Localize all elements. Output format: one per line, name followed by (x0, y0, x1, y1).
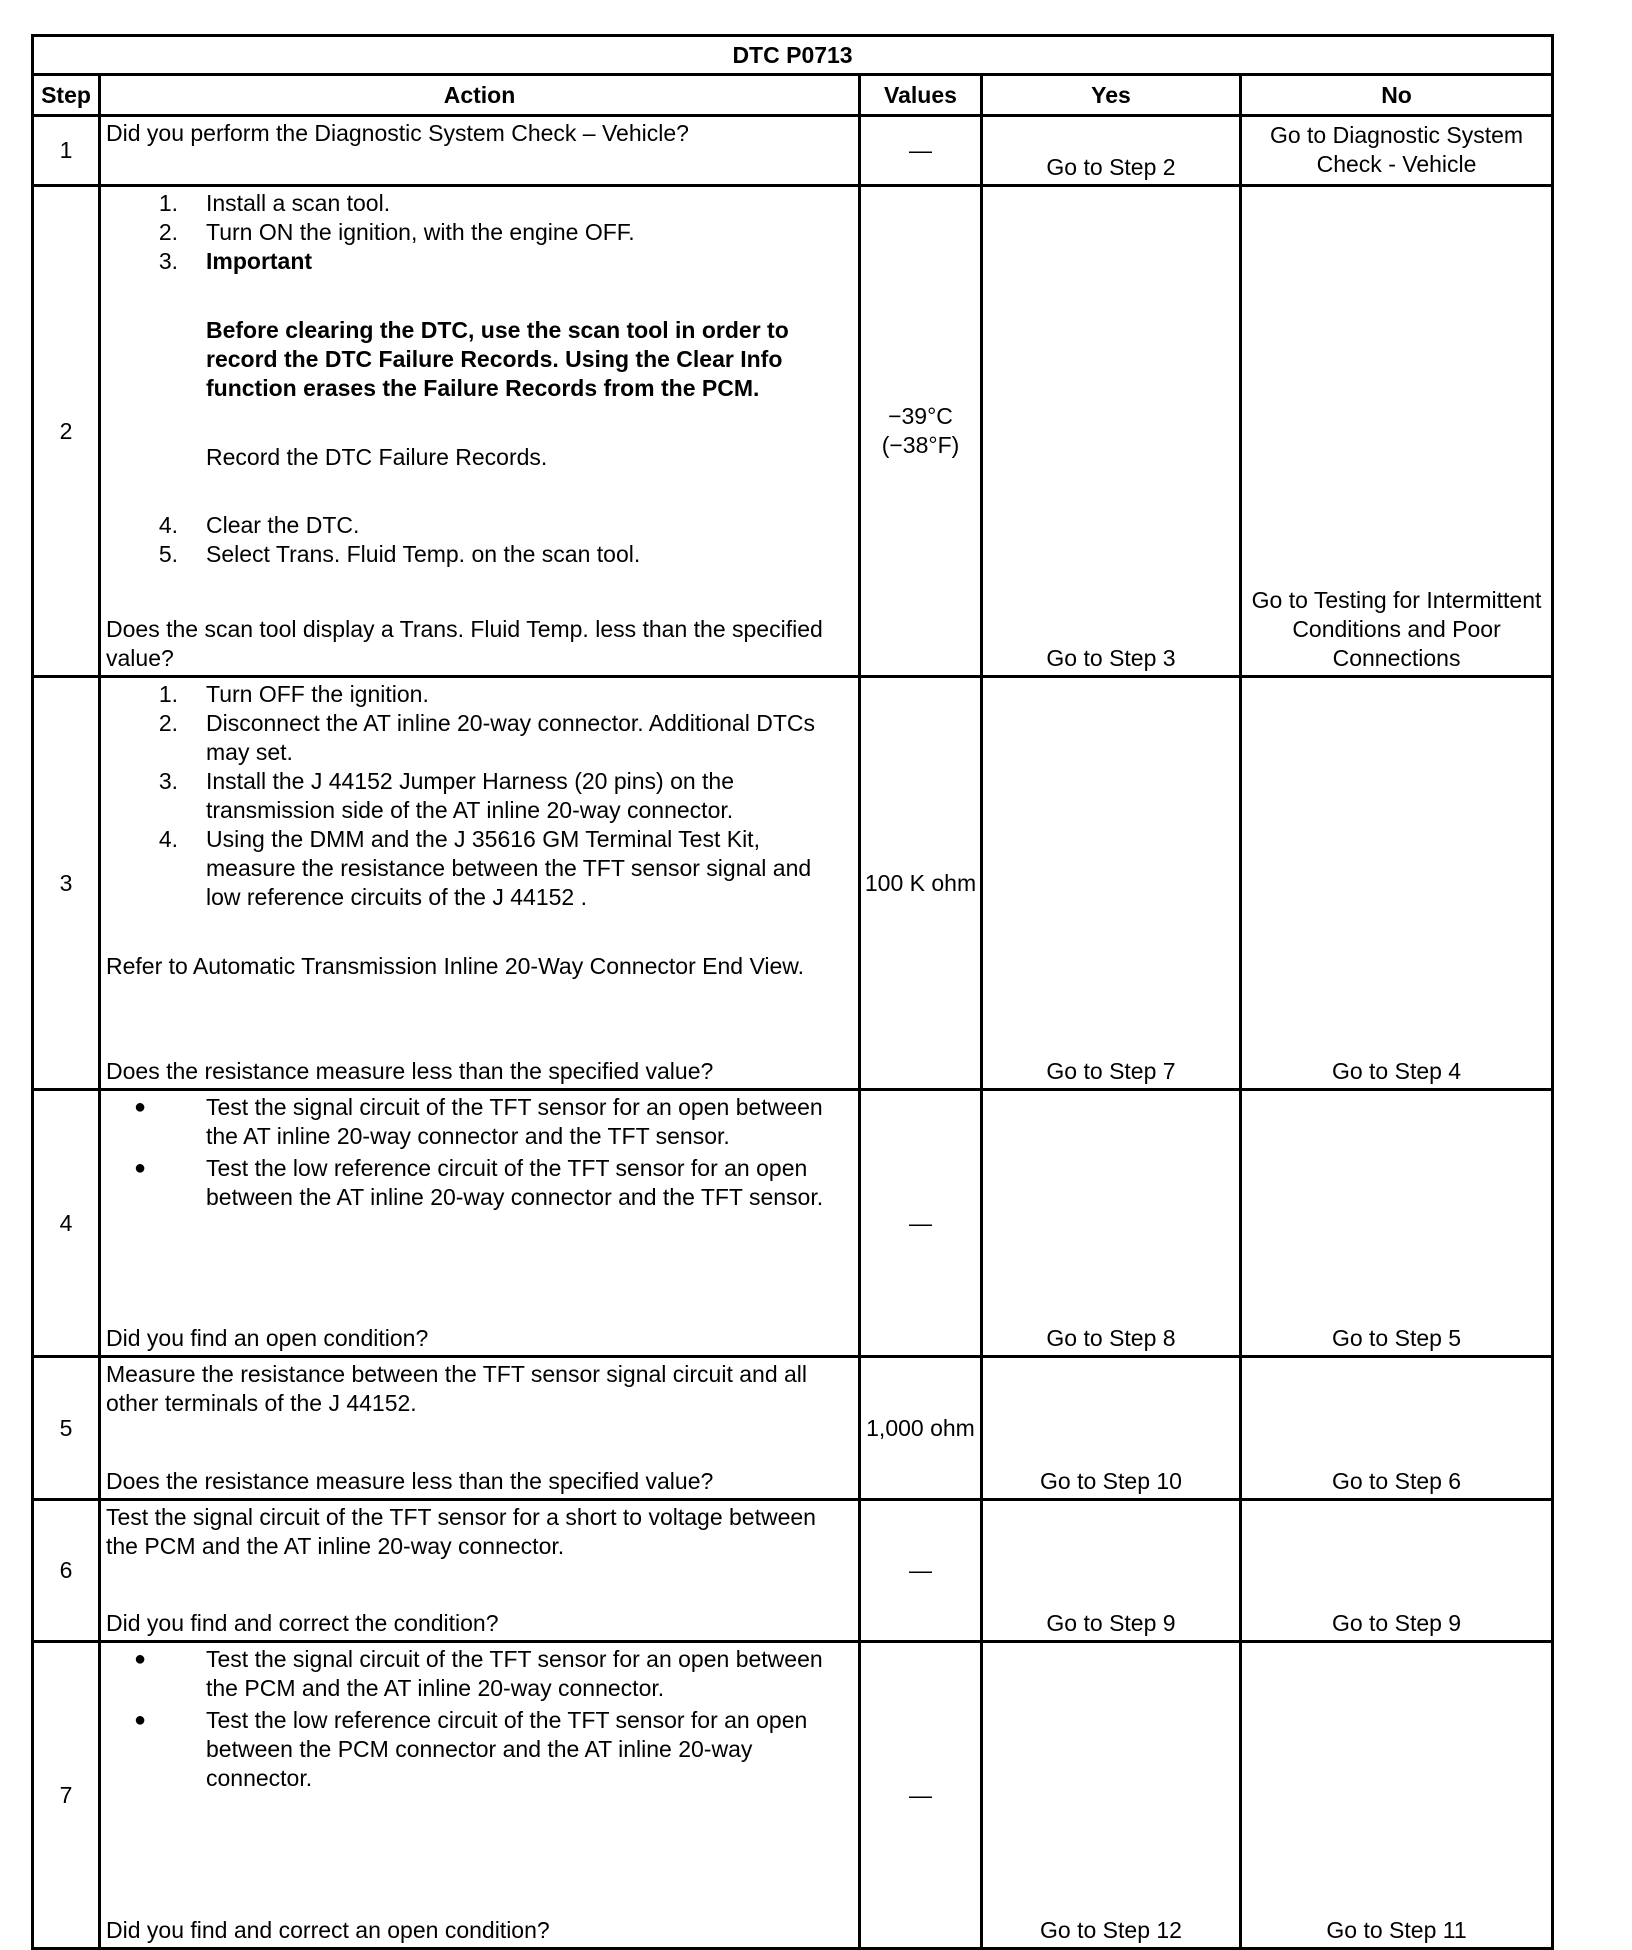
step-number: 3 (33, 677, 100, 1090)
col-header-no: No (1241, 75, 1553, 116)
action-question: Does the resistance measure less than the specified value? (106, 1468, 714, 1494)
list-item: 2. Disconnect the AT inline 20-way connector. Additional DTCs may set. (158, 710, 815, 765)
bullet-icon: ● (133, 1709, 147, 1731)
action-question: Did you find and correct the condition? (106, 1610, 499, 1636)
col-header-yes: Yes (982, 75, 1241, 116)
value-cell: — (860, 1500, 982, 1642)
table-row (33, 1357, 1553, 1500)
yes-link[interactable]: Go to Step 10 (982, 1357, 1241, 1500)
action-bullets (106, 1093, 852, 1215)
step-number: 4 (33, 1090, 100, 1357)
action-question: Does the scan tool display a Trans. Fluid Temp. less than the specified value? (106, 616, 823, 671)
col-header-action: Action (100, 75, 860, 116)
no-link[interactable]: Go to Diagnostic System Check - Vehicle (1241, 116, 1553, 186)
no-link[interactable]: Go to Step 11 (1241, 1642, 1553, 1949)
action-cell (100, 186, 860, 677)
list-item: ● Test the signal circuit of the TFT sensor for an open between the PCM and the AT inline 20-way connector. (106, 1645, 852, 1703)
yes-link[interactable]: Go to Step 2 (982, 116, 1241, 186)
table-row (33, 186, 1553, 677)
bullet-icon: ● (133, 1648, 147, 1670)
value-cell: — (860, 116, 982, 186)
important-note: Before clearing the DTC, use the scan tool in order to record the DTC Failure Records. Using the Clear Info function erases the Failure Records from the PCM. (206, 317, 789, 401)
table-row (33, 116, 1553, 186)
refer-note[interactable]: Refer to Automatic Transmission Inline 20-Way Connector End View. (106, 953, 804, 979)
value-cell: 100 K ohm (860, 677, 982, 1090)
action-text: Test the signal circuit of the TFT sensor for a short to voltage between the PCM and the AT inline 20-way connector. (106, 1504, 816, 1559)
step-number: 5 (33, 1357, 100, 1500)
action-steps (106, 680, 852, 912)
list-item: ● Test the low reference circuit of the TFT sensor for an open between the PCM connector and the AT inline 20-way connector. (106, 1706, 852, 1793)
action-cell (100, 1090, 860, 1357)
bullet-icon: ● (133, 1157, 147, 1179)
yes-link[interactable]: Go to Step 8 (982, 1090, 1241, 1357)
table-row (33, 1642, 1553, 1949)
list-item: 4. Clear the DTC. (158, 512, 360, 538)
value-cell: — (860, 1642, 982, 1949)
table-title: DTC P0713 (33, 36, 1553, 75)
list-item: 1. Install a scan tool. (158, 190, 391, 216)
record-instruction: Record the DTC Failure Records. (206, 444, 548, 470)
action-cell (100, 116, 860, 186)
action-steps (106, 511, 852, 569)
action-cell (100, 1642, 860, 1949)
no-link[interactable]: Go to Step 6 (1241, 1357, 1553, 1500)
list-item: 5. Select Trans. Fluid Temp. on the scan tool. (158, 541, 641, 567)
list-item: 1. Turn OFF the ignition. (158, 681, 429, 707)
yes-link[interactable]: Go to Step 3 (982, 186, 1241, 677)
col-header-values: Values (860, 75, 982, 116)
col-header-step: Step (33, 75, 100, 116)
table-row (33, 1090, 1553, 1357)
step-number: 6 (33, 1500, 100, 1642)
value-cell: 1,000 ohm (860, 1357, 982, 1500)
no-link[interactable]: Go to Testing for Intermittent Conditions and Poor Connections (1241, 186, 1553, 677)
action-text: Measure the resistance between the TFT sensor signal circuit and all other terminals of the J 44152. (106, 1361, 808, 1416)
table-row (33, 1500, 1553, 1642)
list-item: 2. Turn ON the ignition, with the engine OFF. (158, 219, 635, 245)
no-link[interactable]: Go to Step 5 (1241, 1090, 1553, 1357)
list-item: ● Test the low reference circuit of the TFT sensor for an open between the AT inline 20-way connector and the TFT sensor. (106, 1154, 852, 1212)
yes-link[interactable]: Go to Step 9 (982, 1500, 1241, 1642)
action-cell (100, 677, 860, 1090)
table-row (33, 677, 1553, 1090)
bullet-icon: ● (133, 1096, 147, 1118)
no-link[interactable]: Go to Step 4 (1241, 677, 1553, 1090)
step-number: 1 (33, 116, 100, 186)
list-item: 3. Important (158, 248, 313, 274)
action-question: Did you find an open condition? (106, 1325, 429, 1351)
step-number: 7 (33, 1642, 100, 1949)
action-question: Did you find and correct an open condition? (106, 1917, 550, 1943)
list-item: 4. Using the DMM and the J 35616 GM Terminal Test Kit, measure the resistance between the TFT sensor signal and low reference circuits of the J 44152 . (158, 826, 812, 910)
action-bullets (106, 1645, 852, 1796)
yes-link[interactable]: Go to Step 7 (982, 677, 1241, 1090)
dtc-table (31, 34, 1554, 1950)
action-question: Does the resistance measure less than the specified value? (106, 1058, 714, 1084)
list-item: ● Test the signal circuit of the TFT sensor for an open between the AT inline 20-way connector and the TFT sensor. (106, 1093, 852, 1151)
action-question: Did you perform the Diagnostic System Check – Vehicle? (106, 120, 689, 146)
no-link[interactable]: Go to Step 9 (1241, 1500, 1553, 1642)
action-steps (106, 189, 852, 276)
list-item: 3. Install the J 44152 Jumper Harness (20 pins) on the transmission side of the AT inline 20-way connector. (158, 768, 735, 823)
action-cell (100, 1357, 860, 1500)
value-cell: −39°C (−38°F) (860, 186, 982, 677)
value-cell: — (860, 1090, 982, 1357)
yes-link[interactable]: Go to Step 12 (982, 1642, 1241, 1949)
action-cell (100, 1500, 860, 1642)
step-number: 2 (33, 186, 100, 677)
